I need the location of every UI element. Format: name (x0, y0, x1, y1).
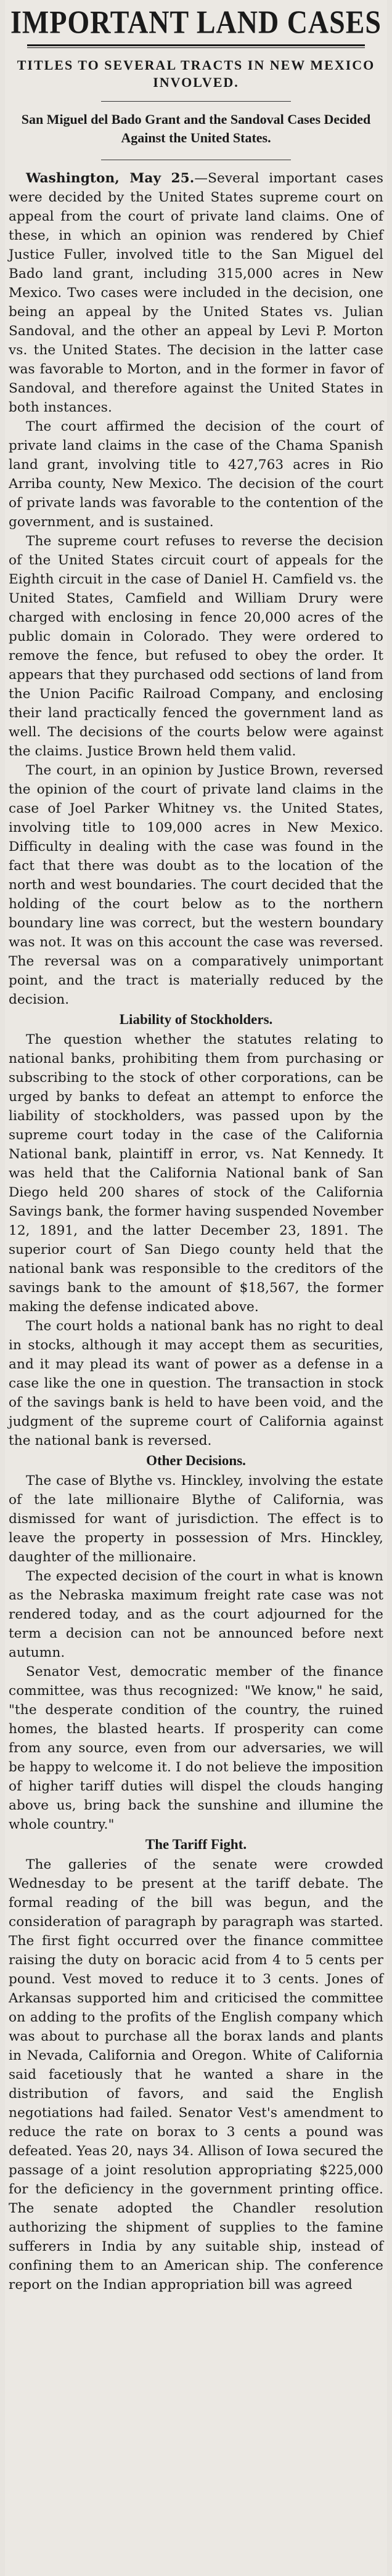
section-heading-tariff-fight: The Tariff Fight. (145, 1837, 247, 1852)
lead-paragraph (9, 169, 383, 417)
body-paragraph: The supreme court refuses to reverse the decision of the United States circuit court of appeals for the Eighth circuit in the case of Daniel H. Camfield vs. the United States, Camfield and William Drury were charged with enclosing in fence 20,000 acres of the public domain in Colorado. They were ordered to remove the fence, but refused to obey the order. It appears that they purchased odd sections of land from the Union Pacific Railroad Company, and enclosing their land practically fenced the government land as well. The decisions of the courts below were against the claims. Justice Brown held them valid. (9, 534, 383, 759)
body-paragraph: The case of Blythe vs. Hinckley, involving the estate of the late millionaire Blythe of California, was dismissed for want of jurisdiction. The effect is to leave the property in possession of Mrs. Hinckley, daughter of the millionaire. (9, 1473, 383, 1565)
body-paragraph: The question whether the statutes relating to national banks, prohibiting them from purchasing or subscribing to the stock of other corporations, can be urged by banks to defeat an attempt to enforce the liability of stockholders, was passed upon by the supreme court today in the case of the California National bank, plaintiff in error, vs. Nat Kennedy. It was held that the California National bank of San Diego held 200 shares of stock of the California Savings bank, the former having suspended November 12, 1891, and the latter December 23, 1891. The superior court of San Diego county held that the national bank was responsible to the creditors of the savings bank to the amount of $18,567, the former making the defense indicated above. (9, 1032, 383, 1315)
section-heading-stockholders: Liability of Stockholders. (119, 1012, 273, 1027)
body-paragraph: The expected decision of the court in what is known as the Nebraska maximum freight rate case was not rendered today, and as the court adjourned for the term a decision can not be announced before next autumn. (9, 1569, 383, 1660)
body-paragraph: Senator Vest, democratic member of the finance committee, was thus recognized: "We know," he said, "the desperate condition of the country, the ruined homes, the blasted hearts. If prosperity can come from any source, even from our adversaries, we will be happy to welcome it. I do not believe the imposition of higher tariff duties will dispel the clouds hanging above us, bring back the sunshine and illumine the whole country." (9, 1664, 383, 1832)
body-paragraph: The court affirmed the decision of the court of private land claims in the case of the Chama Spanish land grant, involving title to 427,763 acres in Rio Arriba county, New Mexico. The decision of the court of private lands was favorable to the contention of the government, and is sustained. (9, 419, 383, 530)
deck: TITLES TO SEVERAL TRACTS IN NEW MEXICO INVOLVED. (17, 57, 375, 90)
newspaper-column (5, 0, 387, 2576)
lead-text: —Several important cases were decided by the United States supreme court on appeal from the court of private land claims. One of these, in which an opinion was rendered by Chief Justice Fuller, involved title to the San Miguel del Bado land grant, including 315,000 acres in New Mexico. Two cases were included in the decision, one being an appeal by the United States vs. Julian Sandoval, and the other an appeal by Levi P. Morton vs. the United States. The decision in the latter case was favorable to Morton, and in the former in favor of Sandoval, and therefore against the United States in both instances. (9, 171, 383, 415)
subdeck: San Miguel del Bado Grant and the Sandoval Cases Decided Against the United States. (21, 112, 371, 145)
divider-rule (101, 101, 291, 102)
body-paragraph: The court holds a national bank has no right to deal in stocks, although it may accept them as securities, and it may plead its want of power as a defense in a case like the one in question. The transaction in stock of the savings bank is held to have been void, and the judgment of the supreme court of California against the national bank is reversed. (9, 1318, 383, 1448)
dateline: Washington, May 25. (26, 171, 195, 186)
body-paragraph: The galleries of the senate were crowded Wednesday to be present at the tariff debate. The formal reading of the bill was begun, and the consideration of paragraph by paragraph was started. The first fight occurred over the finance committee raising the duty on boracic acid from 4 to 5 cents per pound. Vest moved to reduce it to 3 cents. Jones of Arkansas supported him and criticised the committee on adding to the profits of the English company which was about to purchase all the borax lands and plants in Nevada, California and Oregon. White of California said facetiously that he wanted a share in the distribution of favors, and said the English negotiations had failed. Senator Vest's amendment to reduce the rate on borax to 3 cents a pound was defeated. Yeas 20, nays 34. Allison of Iowa secured the passage of a joint resolution appropriating $225,000 for the deficiency in the government printing office. The senate adopted the Chandler resolution authorizing the shipment of supplies to the famine sufferers in India by any suitable ship, instead of confining them to an American ship. The conference report on the Indian appropriation bill was agreed (9, 1857, 383, 2293)
headline-rule (27, 44, 365, 48)
headline: IMPORTANT LAND CASES (10, 4, 382, 40)
body-paragraph: The court, in an opinion by Justice Brown, reversed the opinion of the court of private land claims in the case of Joel Parker Whitney vs. the United States, involving title to 109,000 acres in New Mexico. Difficulty in dealing with the case was found in the fact that there was doubt as to the location of the north and west boundaries. The court decided that the holding of the court below as to the northern boundary line was correct, but the western boundary was not. It was on this account the case was reversed. The reversal was on a comparatively unimportant point, and the tract is materially reduced by the decision. (9, 763, 383, 1007)
section-heading-other-decisions: Other Decisions. (146, 1453, 246, 1468)
